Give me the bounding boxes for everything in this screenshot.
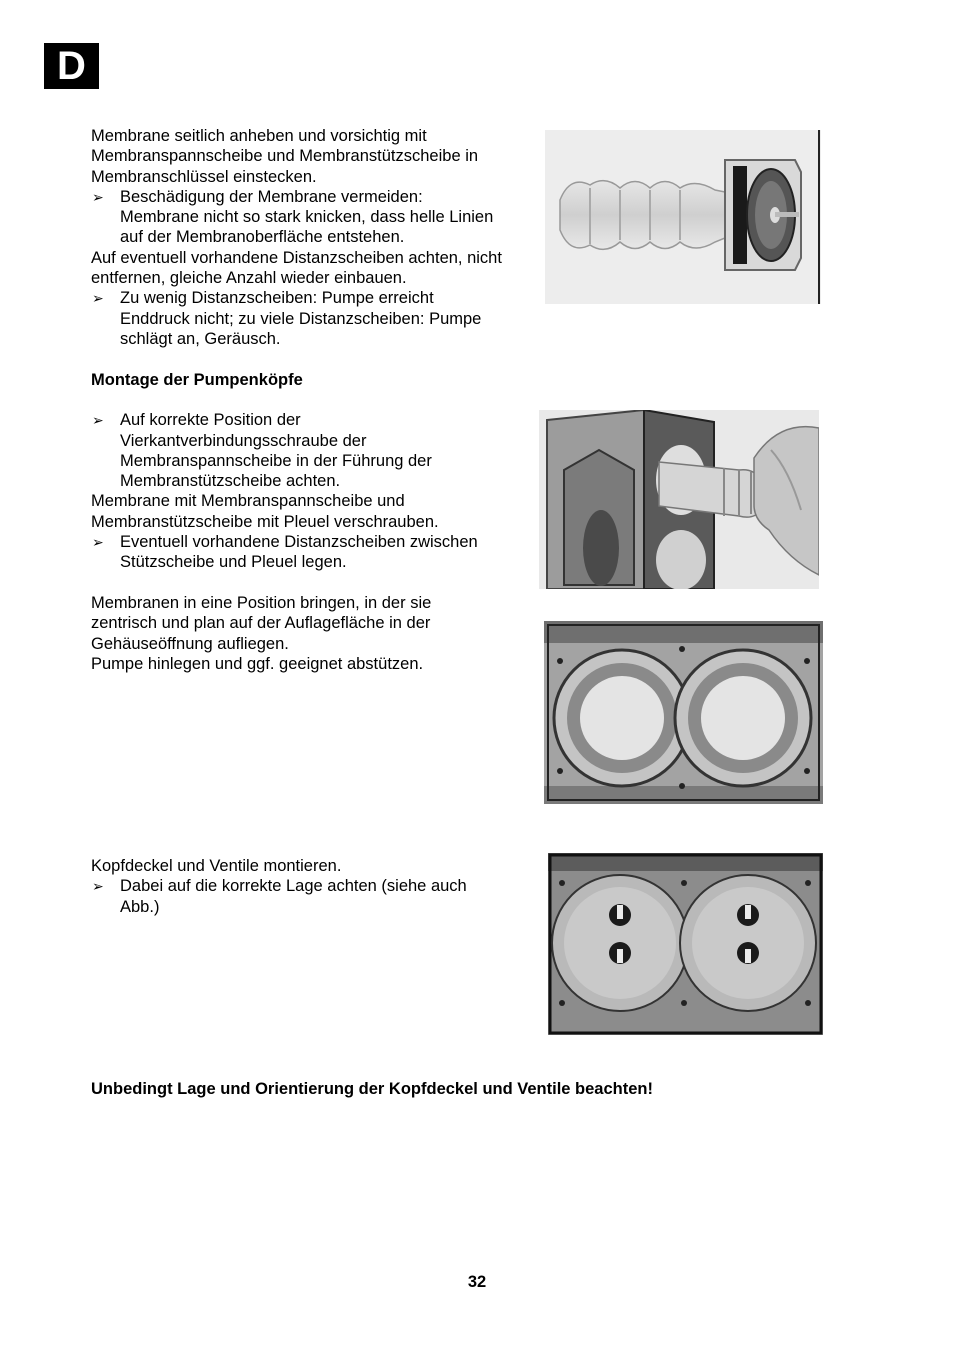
text-line: Membranspannscheibe in der Führung der bbox=[120, 451, 432, 470]
text-line: Kopfdeckel und Ventile montieren. bbox=[91, 857, 342, 875]
text-line: Membrane seitlich anheben und vorsichtig mit bbox=[91, 127, 427, 145]
section-membrane-positioning bbox=[91, 593, 536, 674]
bullet-item bbox=[91, 410, 536, 491]
text-line: Beschädigung der Membrane vermeiden: bbox=[120, 187, 423, 206]
arrow-bullet-icon: ➢ bbox=[92, 534, 104, 551]
text-line: Zu wenig Distanzscheiben: Pumpe erreicht bbox=[120, 289, 434, 308]
text-line: schlägt an, Geräusch. bbox=[120, 329, 281, 348]
text-line: auf der Membranoberfläche entstehen. bbox=[120, 228, 405, 247]
text-line: Vierkantverbindungsschraube der bbox=[120, 431, 367, 450]
text-line: Enddruck nicht; zu viele Distanzscheiben: Pumpe bbox=[120, 309, 482, 328]
text-line: Stützscheibe und Pleuel legen. bbox=[120, 553, 347, 572]
text-line: Gehäuseöffnung aufliegen. bbox=[91, 634, 289, 653]
paragraph bbox=[91, 248, 536, 289]
arrow-bullet-icon: ➢ bbox=[92, 188, 104, 205]
section-heading: Montage der Pumpenköpfe bbox=[91, 371, 303, 389]
section-pump-head-assembly bbox=[91, 370, 536, 573]
arrow-bullet-icon: ➢ bbox=[92, 290, 104, 307]
text-line: Membrane mit Membranspannscheibe und bbox=[91, 492, 405, 511]
language-badge: D bbox=[44, 43, 99, 89]
text-line: Membrane nicht so stark knicken, dass helle Linien bbox=[120, 208, 494, 227]
text-line: Abb.) bbox=[120, 897, 160, 916]
warning-note bbox=[91, 1079, 791, 1099]
text-line: Membranspannscheibe und Membranstützscheibe in bbox=[91, 147, 479, 166]
bullet-item bbox=[91, 187, 536, 248]
bullet-item bbox=[91, 288, 536, 349]
text-line: entfernen, gleiche Anzahl wieder einbauen. bbox=[91, 269, 407, 288]
figure-head-covers-valves bbox=[548, 853, 823, 1035]
text-line: Eventuell vorhandene Distanzscheiben zwischen bbox=[120, 533, 478, 552]
bullet-item bbox=[91, 876, 536, 917]
text-line: Membranen in eine Position bringen, in der sie bbox=[91, 594, 432, 612]
bullet-item bbox=[91, 532, 536, 573]
paragraph bbox=[91, 593, 536, 674]
paragraph bbox=[91, 126, 536, 187]
warning-text: Unbedingt Lage und Orientierung der Kopfdeckel und Ventile beachten! bbox=[91, 1080, 653, 1098]
section-head-cover-mounting bbox=[91, 856, 536, 917]
paragraph bbox=[91, 491, 536, 532]
text-line: Membranstützscheibe achten. bbox=[120, 472, 341, 491]
section-membrane-removal bbox=[91, 126, 536, 349]
arrow-bullet-icon: ➢ bbox=[92, 412, 104, 429]
page-number: 32 bbox=[467, 1273, 487, 1291]
text-line: Auf eventuell vorhandene Distanzscheiben achten, nicht bbox=[91, 248, 502, 267]
figure-membranes-in-housing bbox=[544, 621, 823, 804]
arrow-bullet-icon: ➢ bbox=[92, 878, 104, 895]
text-line: zentrisch und plan auf der Auflagefläche in der bbox=[91, 614, 431, 633]
text-line: Membranstützscheibe mit Pleuel verschrauben. bbox=[91, 512, 439, 531]
figure-membrane-insertion bbox=[539, 410, 819, 589]
text-line: Auf korrekte Position der bbox=[120, 411, 301, 430]
text-line: Membranschlüssel einstecken. bbox=[91, 167, 317, 186]
text-line: Dabei auf die korrekte Lage achten (siehe auch bbox=[120, 877, 467, 896]
text-line: Pumpe hinlegen und ggf. geeignet abstützen. bbox=[91, 654, 424, 673]
figure-membrane-key bbox=[545, 130, 821, 304]
